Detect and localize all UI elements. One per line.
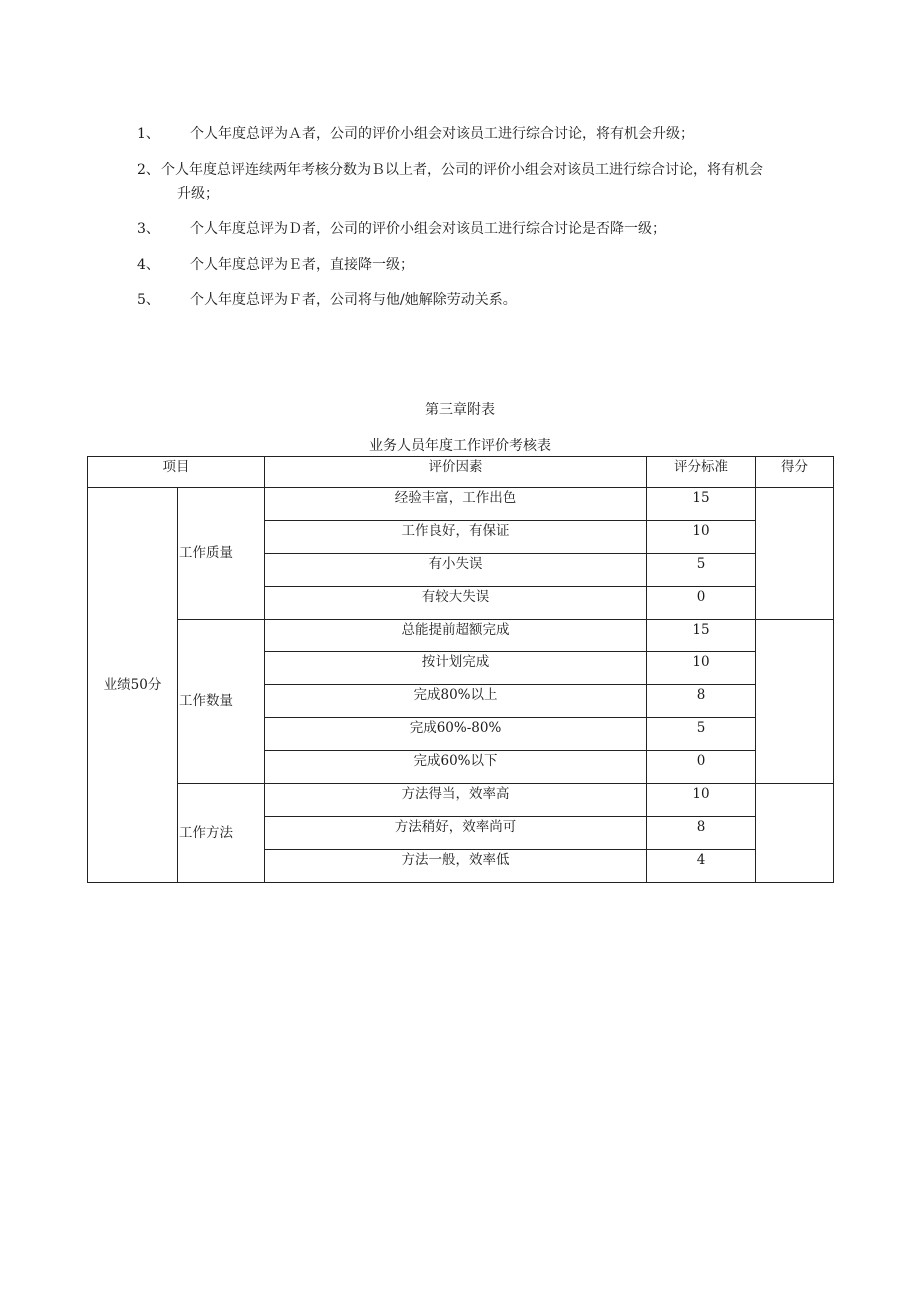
group-name-quantity: 工作数量	[178, 619, 265, 783]
evaluation-table	[87, 456, 834, 883]
table-row	[88, 488, 834, 521]
factor-cell: 完成60%-80%	[265, 718, 647, 751]
factor-cell: 有较大失误	[265, 586, 647, 619]
table-title: 业务人员年度工作评价考核表	[369, 438, 551, 454]
list-number: 5、	[137, 292, 160, 308]
table-header-row	[88, 457, 834, 488]
list-number: 1、	[137, 126, 160, 142]
list-text: 个人年度总评为Ｄ者，公司的评价小组会对该员工进行综合讨论是否降一级；	[190, 221, 666, 237]
factor-cell: 经验丰富，工作出色	[265, 488, 647, 521]
header-factor: 评价因素	[265, 457, 647, 488]
factor-cell: 工作良好，有保证	[265, 520, 647, 553]
standard-cell: 8	[647, 685, 756, 718]
score-cell[interactable]	[756, 619, 834, 783]
standard-cell: 10	[647, 652, 756, 685]
header-score: 得分	[756, 457, 834, 488]
standard-cell: 10	[647, 784, 756, 817]
factor-cell: 完成80%以上	[265, 685, 647, 718]
table-row	[88, 784, 834, 817]
standard-cell: 15	[647, 619, 756, 652]
score-cell[interactable]	[756, 488, 834, 620]
standard-cell: 8	[647, 816, 756, 849]
factor-cell: 有小失误	[265, 553, 647, 586]
list-text: 个人年度总评为Ａ者，公司的评价小组会对该员工进行综合讨论，将有机会升级；	[190, 126, 694, 142]
category-cell: 业绩50分	[88, 488, 178, 883]
factor-cell: 方法一般，效率低	[265, 849, 647, 882]
header-standard: 评分标准	[647, 457, 756, 488]
score-cell[interactable]	[756, 784, 834, 883]
standard-cell: 0	[647, 586, 756, 619]
table-row	[88, 619, 834, 652]
standard-cell: 10	[647, 520, 756, 553]
list-text: 个人年度总评连续两年考核分数为Ｂ以上者，公司的评价小组会对该员工进行综合讨论，将有机会	[161, 162, 763, 178]
group-name-method: 工作方法	[178, 784, 265, 883]
standard-cell: 5	[647, 718, 756, 751]
factor-cell: 方法得当，效率高	[265, 784, 647, 817]
header-project: 项目	[88, 457, 265, 488]
factor-cell: 完成60%以下	[265, 751, 647, 784]
standard-cell: 0	[647, 751, 756, 784]
standard-cell: 4	[647, 849, 756, 882]
appendix-title: 第三章附表	[425, 402, 495, 418]
list-text: 个人年度总评为Ｅ者，直接降一级；	[190, 257, 414, 273]
standard-cell: 15	[647, 488, 756, 521]
list-text: 个人年度总评为Ｆ者，公司将与他/她解除劳动关系。	[190, 292, 517, 308]
standard-cell: 5	[647, 553, 756, 586]
factor-cell: 按计划完成	[265, 652, 647, 685]
factor-cell: 总能提前超额完成	[265, 619, 647, 652]
list-number: 4、	[137, 257, 160, 273]
factor-cell: 方法稍好，效率尚可	[265, 816, 647, 849]
list-number: 2、	[137, 162, 160, 178]
list-number: 3、	[137, 221, 160, 237]
group-name-quality: 工作质量	[178, 488, 265, 620]
list-text-continuation: 升级；	[177, 186, 219, 202]
